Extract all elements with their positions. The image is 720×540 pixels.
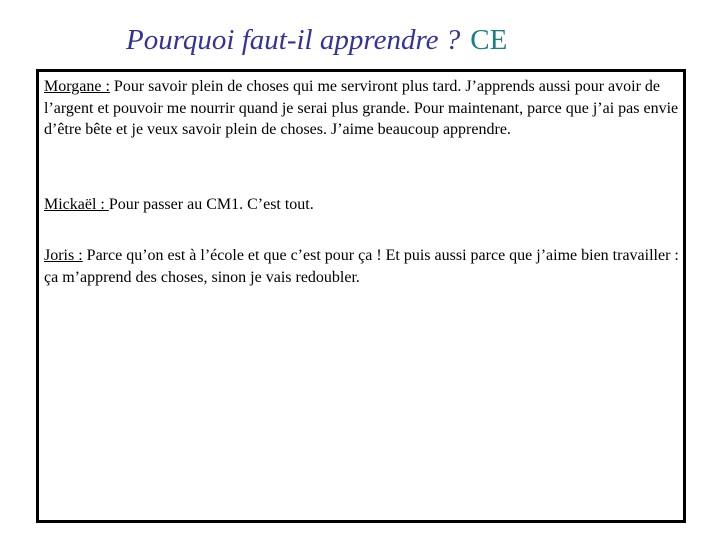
- entry-text: Parce qu’on est à l’école et que c’est pour ça ! Et puis aussi parce que j’aime bien travailler : ça m’apprend des choses, sinon je vais redoubler.: [44, 247, 679, 286]
- entry-text: Pour savoir plein de choses qui me serviront plus tard. J’apprends aussi pour avoir de l’argent et pouvoir me nourrir quand je serai plus grande. Pour maintenant, parce que j’ai pas envie d’être bête et je veux savoir plein de choses. J’aime beaucoup apprendre.: [44, 78, 679, 138]
- title-tag: CE: [470, 24, 508, 56]
- entry-mickael: [44, 194, 680, 216]
- answers-box: [36, 69, 686, 523]
- entry-morgane: [44, 76, 680, 141]
- speaker-name: Mickaël :: [44, 196, 109, 213]
- speaker-name: Joris :: [44, 247, 83, 264]
- entry-joris: [44, 245, 680, 288]
- title-main: Pourquoi faut-il apprendre ?: [126, 24, 461, 56]
- page-title: [126, 22, 507, 58]
- speaker-name: Morgane :: [44, 78, 110, 95]
- entry-text: Pour passer au CM1. C’est tout.: [108, 196, 314, 213]
